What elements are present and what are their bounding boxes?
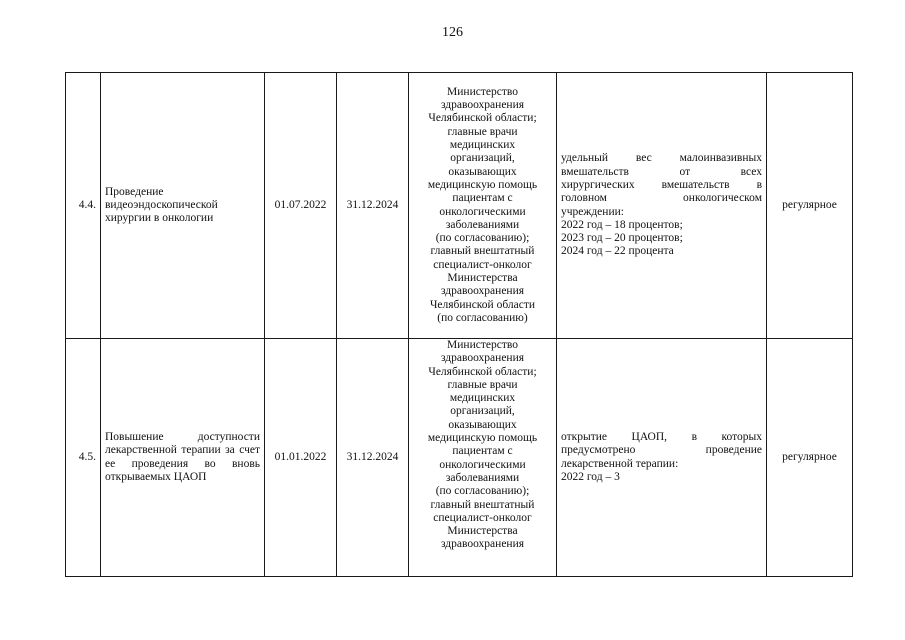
responsible-line: (по согласованию)	[437, 311, 528, 324]
responsible-line: Министерство	[447, 85, 518, 98]
responsible-line: Челябинской области;	[428, 112, 537, 125]
responsible-line: главный внештатный	[430, 245, 535, 258]
measure-name-cell: Проведение видеоэндоскопической хирургии в онкологии	[101, 73, 265, 339]
indicator-line: 2023 год – 20 процентов;	[561, 232, 683, 245]
responsible-line: (по согласованию);	[435, 232, 530, 245]
indicator-line: лекарственной терапии:	[561, 457, 679, 470]
responsible-line: оказывающих	[448, 418, 517, 431]
end-date-cell: 31.12.2024	[337, 339, 409, 577]
responsible-line: медицинских	[449, 139, 516, 152]
responsible-line: заболеваниями	[445, 471, 520, 484]
responsible-line: Челябинской области;	[428, 365, 537, 378]
responsible-line: онкологическими	[439, 458, 526, 471]
responsible-line: здравоохранения	[440, 285, 525, 298]
indicator-line: 2024 год – 22 процента	[561, 245, 674, 258]
table-row	[66, 73, 853, 339]
start-date-cell: 01.07.2022	[265, 73, 337, 339]
page-number: 126	[442, 25, 463, 40]
periodicity-cell: регулярное	[767, 73, 853, 339]
indicator-line: предусмотрено проведение	[561, 444, 762, 457]
indicator-line: 2022 год – 18 процентов;	[561, 218, 683, 231]
indicator-line: удельный вес малоинвазивных	[561, 152, 762, 165]
responsible-line: специалист-онколог	[433, 511, 532, 524]
end-date-cell: 31.12.2024	[337, 73, 409, 339]
responsible-cell	[409, 73, 557, 339]
responsible-line: Челябинской области	[429, 298, 536, 311]
measures-table	[65, 72, 853, 577]
responsible-line: главные врачи	[447, 125, 518, 138]
responsible-cell	[409, 339, 557, 577]
table-row	[66, 339, 853, 577]
responsible-line: онкологическими	[439, 205, 526, 218]
start-date-cell: 01.01.2022	[265, 339, 337, 577]
indicator-line: хирургических вмешательств в	[561, 178, 762, 191]
row-number-cell: 4.4.	[66, 73, 101, 339]
indicator-cell	[557, 339, 767, 577]
responsible-line: пациентам с	[452, 192, 513, 205]
periodicity-cell: регулярное	[767, 339, 853, 577]
measure-name-cell: Повышение доступности лекарственной терапии за счет ее проведения во вновь открываемых ЦАОП	[101, 339, 265, 577]
responsible-line: здравоохранения	[440, 352, 525, 365]
indicator-line: учреждении:	[561, 205, 624, 218]
responsible-line: организаций,	[450, 405, 515, 418]
responsible-line: здравоохранения	[440, 99, 525, 112]
indicator-line: вмешательств от всех	[561, 165, 762, 178]
responsible-line: медицинскую помощь	[427, 178, 538, 191]
responsible-line: главные врачи	[447, 378, 518, 391]
responsible-line: главный внештатный	[430, 498, 535, 511]
responsible-line: оказывающих	[448, 165, 517, 178]
responsible-line: пациентам с	[452, 445, 513, 458]
responsible-line: Министерства	[447, 271, 518, 284]
indicator-line: 2022 год – 3	[561, 470, 620, 483]
responsible-line: организаций,	[450, 152, 515, 165]
indicator-line: открытие ЦАОП, в которых	[561, 430, 762, 443]
indicator-cell	[557, 73, 767, 339]
responsible-line: медицинскую помощь	[427, 432, 538, 445]
responsible-line: медицинских	[449, 392, 516, 405]
indicator-line: головном онкологическом	[561, 192, 762, 205]
responsible-line: (по согласованию);	[435, 485, 530, 498]
responsible-line: здравоохранения	[440, 538, 525, 551]
responsible-line: Министерства	[447, 525, 518, 538]
row-number-cell: 4.5.	[66, 339, 101, 577]
responsible-line: Министерство	[447, 339, 518, 351]
responsible-line: специалист-онколог	[433, 258, 532, 271]
responsible-line: заболеваниями	[445, 218, 520, 231]
